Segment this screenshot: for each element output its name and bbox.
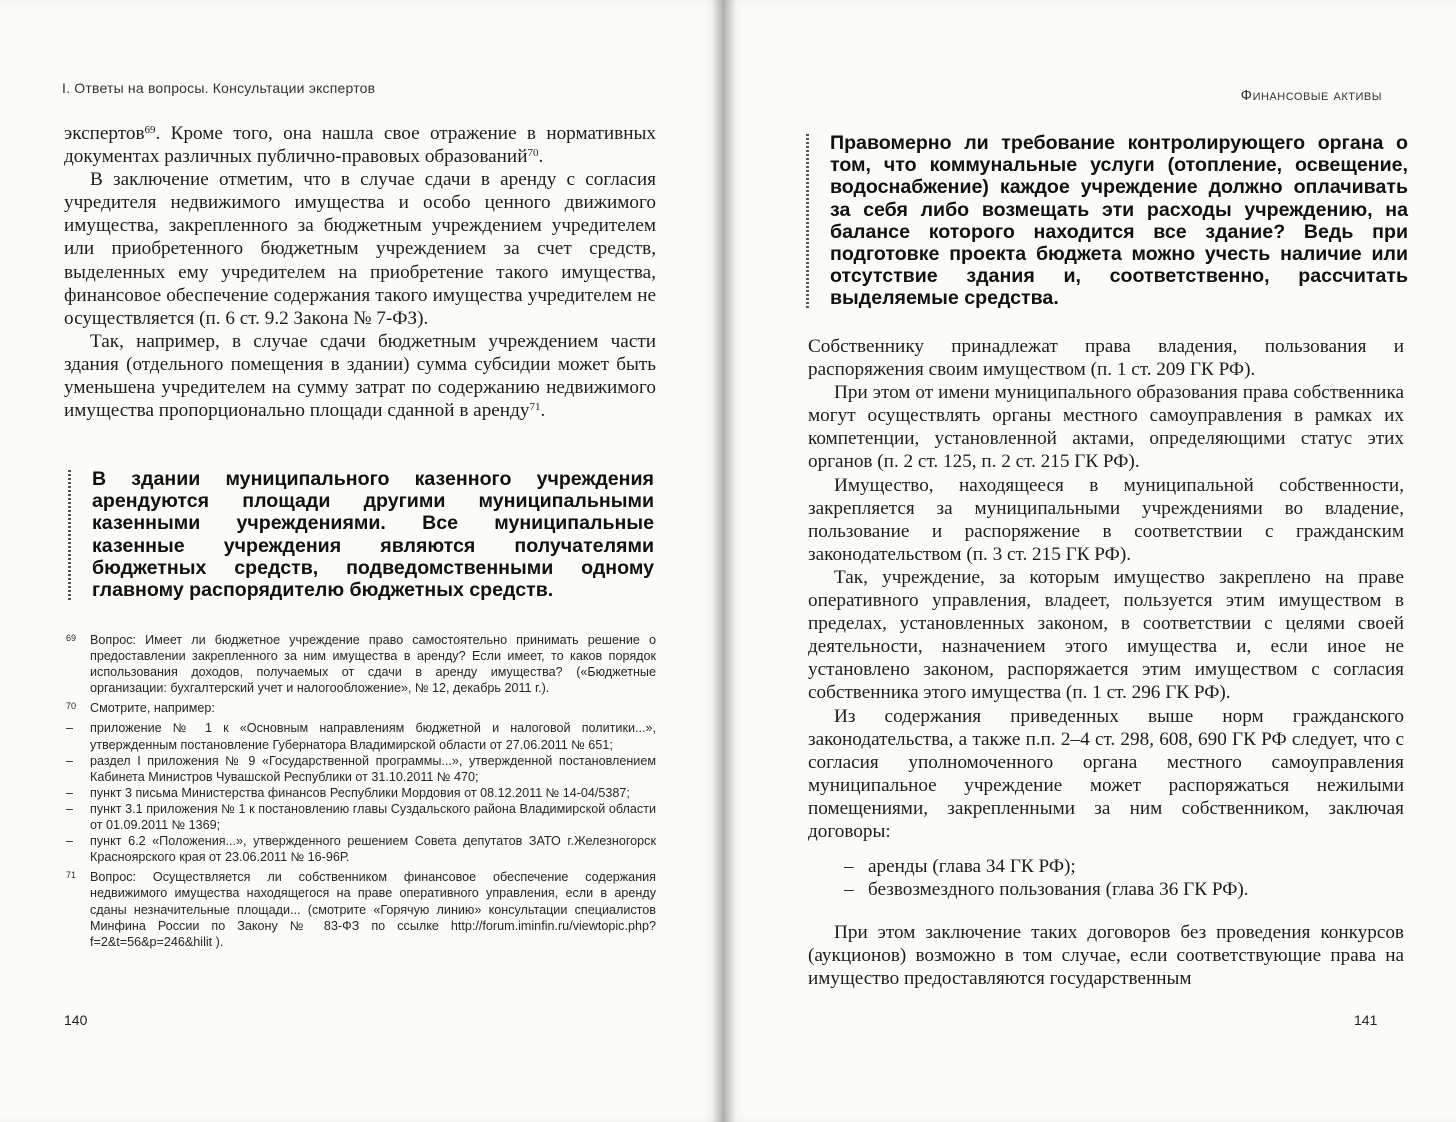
paragraph: экспертов$^{69}$. Кроме того, она нашла свое отражение в нормативных документах различных публично-правовых образований$^{70}$. [64, 123, 656, 168]
footnote-ref[interactable]: 69 [144, 124, 156, 136]
footnote-71 [64, 869, 656, 949]
page-number-left: 140 [64, 1012, 88, 1028]
question-block [92, 468, 654, 601]
footnote-number: 71 [66, 870, 77, 881]
paragraph: При этом от имени муниципального образования права собственника могут осуществлять органы местного самоуправления в рамках их компетенции, установленной актами, определяющими статус этих органов (п. 2 ст. 125, п. 2 ст. 215 ГК РФ). [808, 382, 1404, 473]
question-text: В здании муниципального казенного учреждения арендуются площади другими муниципальными казенными учреждениями. Все муниципальные казенные учреждения являются получателями бюджетных средств, подведомственными одному главному распорядителю бюджетных средств. [92, 468, 654, 602]
footnote-list-item: – раздел I приложения № 9 «Государственной программы...», утвержденной постановлением Кабинета Министров Чувашской Республики от 31.10.2011 № 470; [66, 753, 656, 784]
running-head-left: I. Ответы на вопросы. Консультации экспертов [62, 80, 376, 96]
footnotes [64, 632, 656, 954]
right-body-text [808, 335, 1404, 991]
question-marker-bar [68, 470, 71, 601]
contract-type-list [844, 855, 1404, 901]
footnote-list-item: – приложение № 1 к «Основным направлениям бюджетной и налоговой политики...», утвержденным постановление Губернатора Владимирской области от 27.06.2011 № 651; [66, 721, 656, 752]
footnote-text: Вопрос: Имеет ли бюджетное учреждение право самостоятельно принимать решение о предоставлении закрепленного за ним имущества в аренду? Если имеет, то каков порядок использования доходов, получаемых от сдачи в аренду имущества? («Бюджетные организации: бухгалтерский учет и налогообложение», № 12, декабрь 2011 г.). [90, 633, 656, 696]
footnote-text: Смотрите, например: [90, 701, 215, 716]
question-block [830, 132, 1408, 310]
paragraph: Из содержания приведенных выше норм гражданского законодательства, а также п.п. 2–4 ст. 298, 608, 690 ГК РФ следует, что с согласия уполномоченного органа местного самоуправления муниципальное учреждение может распоряжаться нежилыми помещениями, закрепленными за ним собственником, заключая договоры: [808, 705, 1404, 842]
right-page [724, 0, 1456, 1122]
footnote-number: 69 [66, 633, 77, 643]
footnote-list-item: – пункт 3 письма Министерства финансов Республики Мордовия от 08.12.2011 № 14-04/5387; [66, 785, 630, 800]
paragraph: Имущество, находящееся в муниципальной собственности, закрепляется за муниципальными учреждениями во владение, пользование и распоряжение в соответствии с гражданским законодательством (п. 3 ст. 215 ГК РФ). [808, 474, 1404, 565]
left-body-text [64, 122, 656, 422]
page-number-right: 141 [1354, 1012, 1378, 1028]
left-page [0, 0, 724, 1122]
question-text: Правомерно ли требование контролирующего органа о том, что коммунальные услуги (отопление, освещение, водоснабжение) каждое учреждение должно оплачивать за себя либо возмещать эти расходы учреждению, на балансе которого находится все здание? Ведь при подготовке проекта бюджета можно учесть наличие или отсутствие здания и, соответственно, рассчитать выделяемые средства. [830, 132, 1408, 310]
paragraph: Так, например, в случае сдачи бюджетным учреждением части здания (отдельного помещения в здании) сумма субсидии может быть уменьшена учредителем на сумму затрат по содержанию недвижимого имущества пропорционально площади сданной в аренду$^{71}$. [64, 330, 656, 422]
footnote-number: 70 [66, 701, 77, 712]
book-spine-shadow [712, 0, 736, 1122]
footnote-70 [64, 700, 656, 716]
footnote-list-item: – пункт 6.2 «Положения...», утвержденного решением Совета депутатов ЗАТО г.Железногорск Красноярского края от 23.06.2011 № 16-96Р. [66, 834, 656, 865]
footnote-list-item: – пункт 3.1 приложения № 1 к постановлению главы Суздальского района Владимирской области от 01.09.2011 № 1369; [66, 801, 656, 833]
footnote-69 [64, 632, 656, 696]
question-marker-bar [806, 134, 809, 310]
footnote-text: Вопрос: Осуществляется ли собственником финансовое обеспечение содержания недвижимого имущества находящегося на праве оперативного управления, если в аренду сданы незначительные площади... (смотрите «Горячую линию» консультации специалистов Минфина России по Закону № 83-ФЗ по ссылке http://forum.iminfin.ru/viewtopic.php?f=2&t=56&p=246&hilit ). [90, 870, 656, 949]
paragraph: Так, учреждение, за которым имущество закреплено на праве оперативного управления, владеет, пользуется этим имуществом в пределах, установленных законом, в соответствии с целями своей деятельности, назначением этого имущества и, если иное не установлено законом, распоряжается этим имуществом с согласия собственника этого имущества (п. 1 ст. 296 ГК РФ). [808, 566, 1404, 704]
paragraph: В заключение отметим, что в случае сдачи в аренду с согласия учредителя недвижимого имущества и особо ценного движимого имущества, закрепленного за бюджетным учреждением учредителем или приобретенного бюджетным учреждением за счет средств, выделенных ему учредителем на приобретение такого имущества, финансовое обеспечение содержания такого имущества учредителем не осуществляется (п. 6 ст. 9.2 Закона № 7-ФЗ). [64, 169, 656, 329]
list-item: – безвозмездного пользования (глава 36 ГК РФ). [844, 879, 1249, 901]
running-head-right: Финансовые активы [1240, 87, 1382, 104]
footnote-ref[interactable]: 71 [529, 401, 541, 414]
paragraph: Собственнику принадлежат права владения, пользования и распоряжения своим имуществом (п. 1 ст. 209 ГК РФ). [808, 336, 1404, 381]
paragraph: При этом заключение таких договоров без проведения конкурсов (аукционов) возможно в том случае, если соответствующие права на имущество предоставляются государственным [808, 922, 1404, 990]
list-item: – аренды (глава 34 ГК РФ); [844, 856, 1076, 878]
footnote-ref[interactable]: 70 [527, 147, 539, 160]
